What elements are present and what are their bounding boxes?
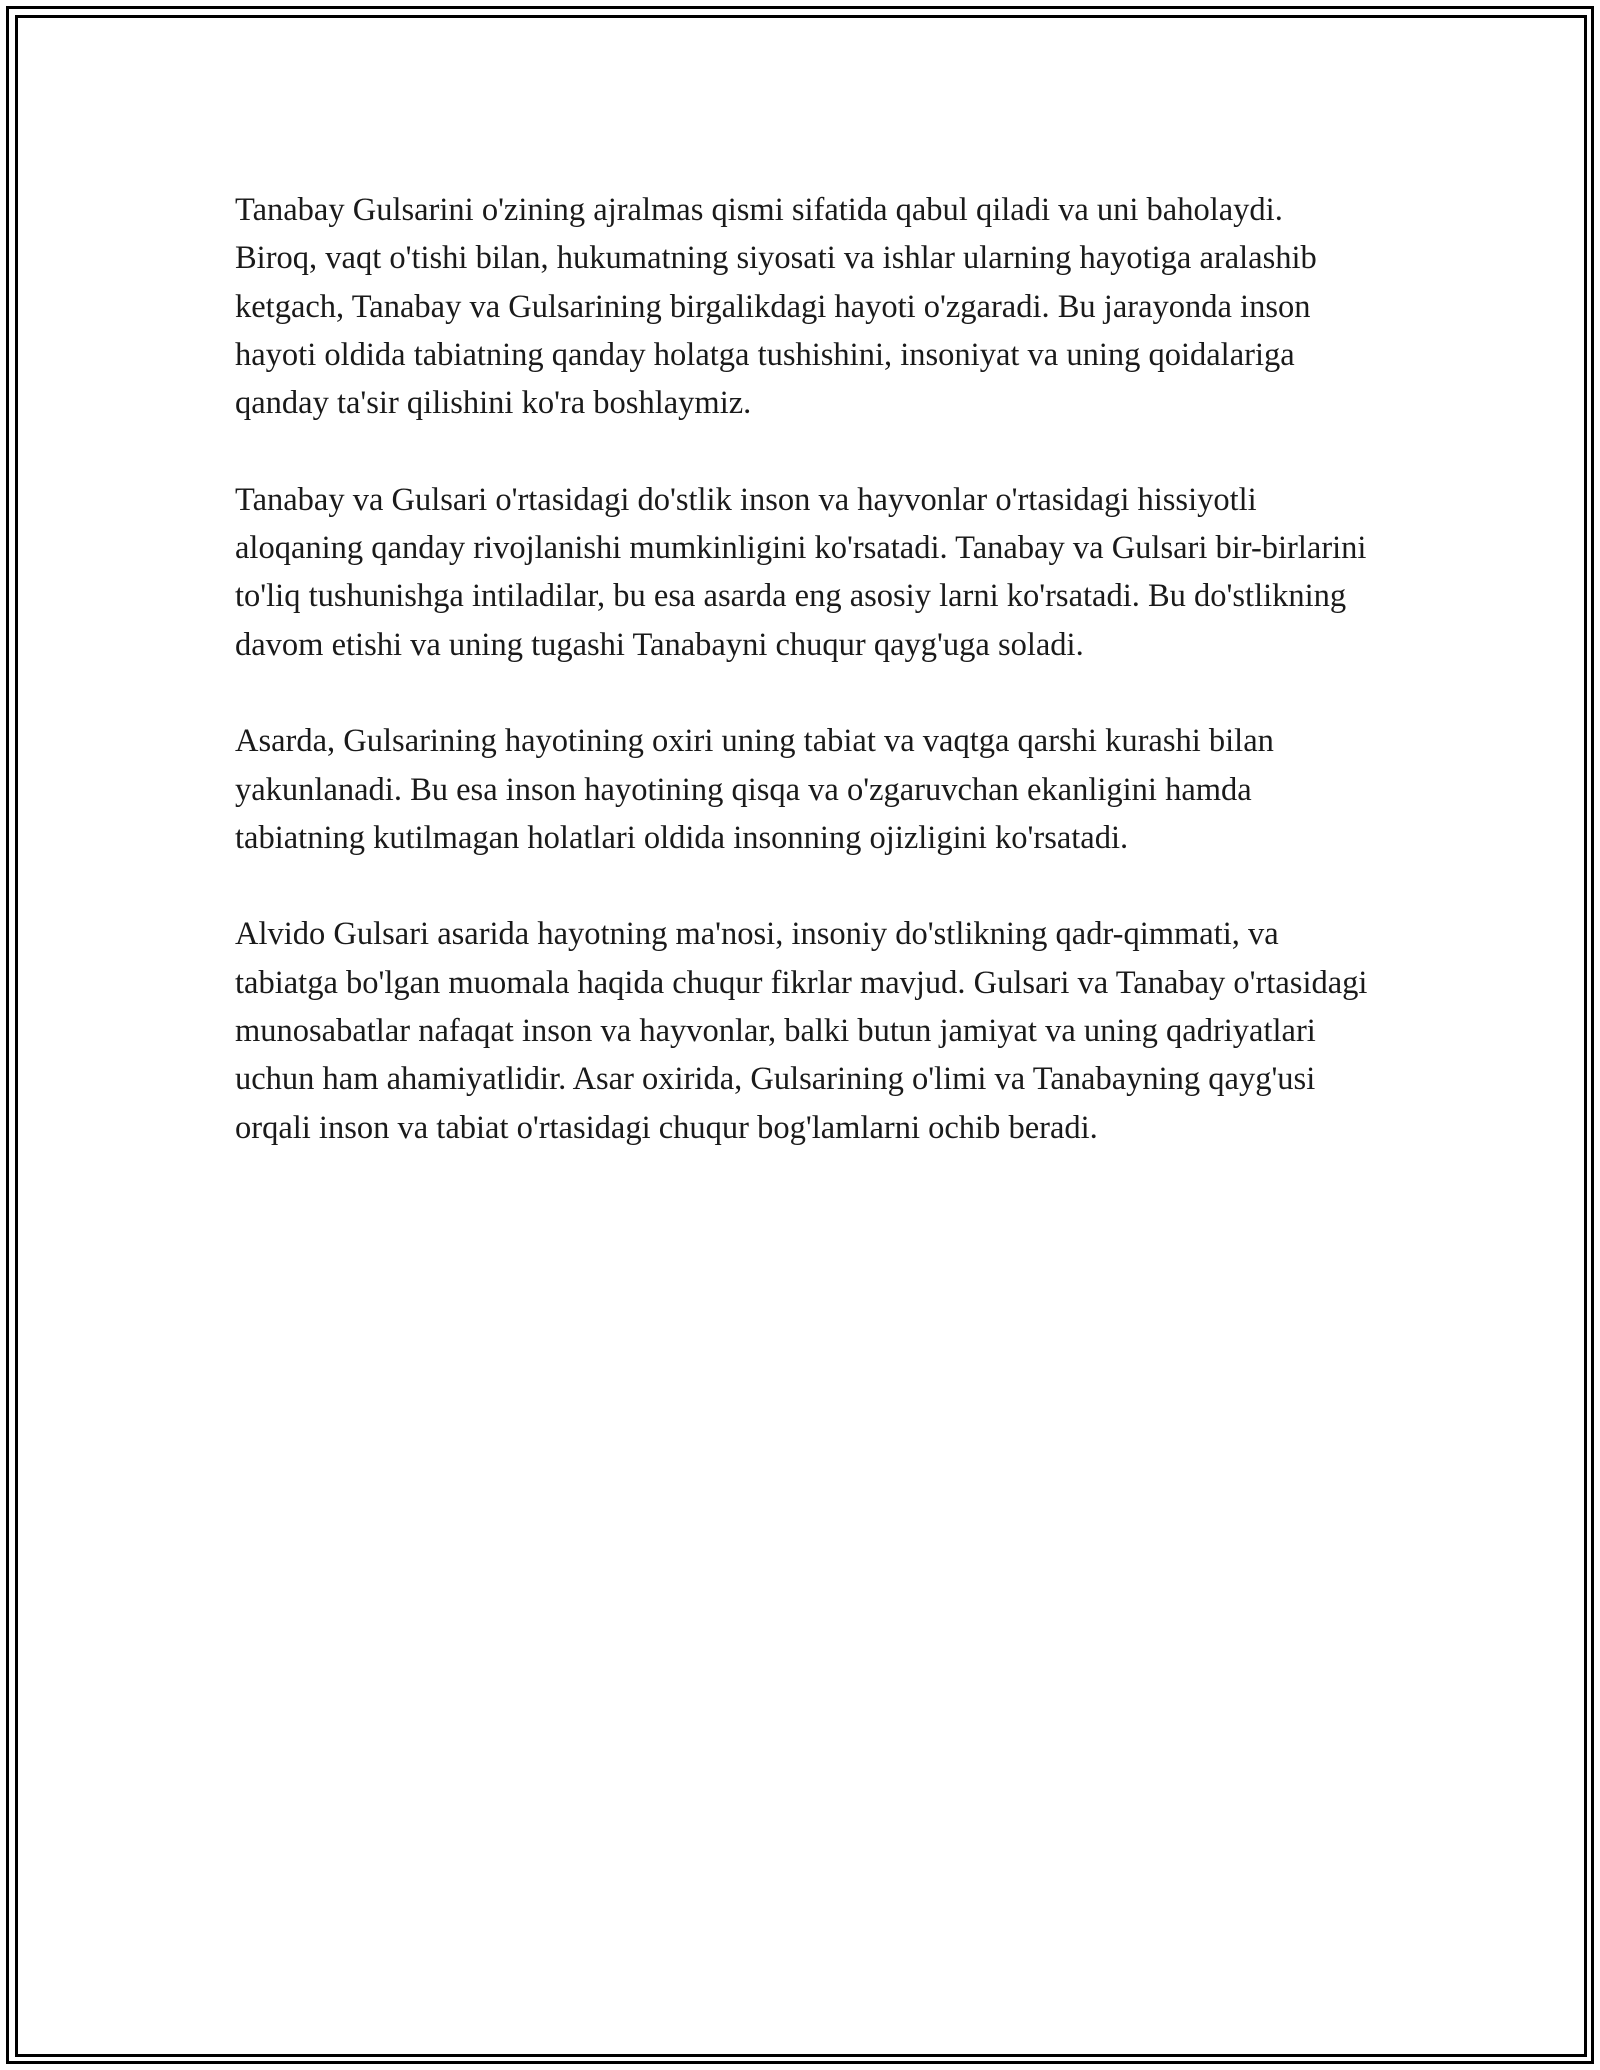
paragraph-4: Alvido Gulsari asarida hayotning ma'nosi, insoniy do'stlikning qadr-qimmati, va tabiatga bo'lgan muomala haqida chuqur fikrlar mavjud. Gulsari va Tanabay o'rtasidagi munosabatlar nafaqat inson va hayvonlar, balki butun jamiyat va uning qadriyatlari uchun ham ahamiyatlidir. Asar oxirida, Gulsarining o'limi va Tanabayning qayg'usi orqali inson va tabiat o'rtasidagi chuqur bog'lamlarni ochib beradi. (235, 916, 1368, 1146)
paragraph-1: Tanabay Gulsarini o'zining ajralmas qismi sifatida qabul qiladi va uni baholaydi. Biroq, vaqt o'tishi bilan, hukumatning siyosati va ishlar ularning hayotiga aralashib ketgach, Tanabay va Gulsarining birgalikdagi hayoti o'zgaradi. Bu jarayonda inson hayoti oldida tabiatning qanday holatga tushishini, insoniyat va uning qoidalariga qanday ta'sir qilishini ko'ra boshlaymiz. (235, 192, 1317, 422)
document-body (235, 186, 1370, 1200)
paragraph-3: Asarda, Gulsarining hayotining oxiri uning tabiat va vaqtga qarshi kurashi bilan yakunlanadi. Bu esa inson hayotining qisqa va o'zgaruvchan ekanligini hamda tabiatning kutilmagan holatlari oldida insonning ojizligini ko'rsatadi. (235, 723, 1274, 856)
paragraph-2: Tanabay va Gulsari o'rtasidagi do'stlik inson va hayvonlar o'rtasidagi hissiyotli aloqaning qanday rivojlanishi mumkinligini ko'rsatadi. Tanabay va Gulsari bir-birlarini to'liq tushunishga intiladilar, bu esa asarda eng asosiy larni ko'rsatadi. Bu do'stlikning davom etishi va uning tugashi Tanabayni chuqur qayg'uga soladi. (235, 481, 1367, 663)
